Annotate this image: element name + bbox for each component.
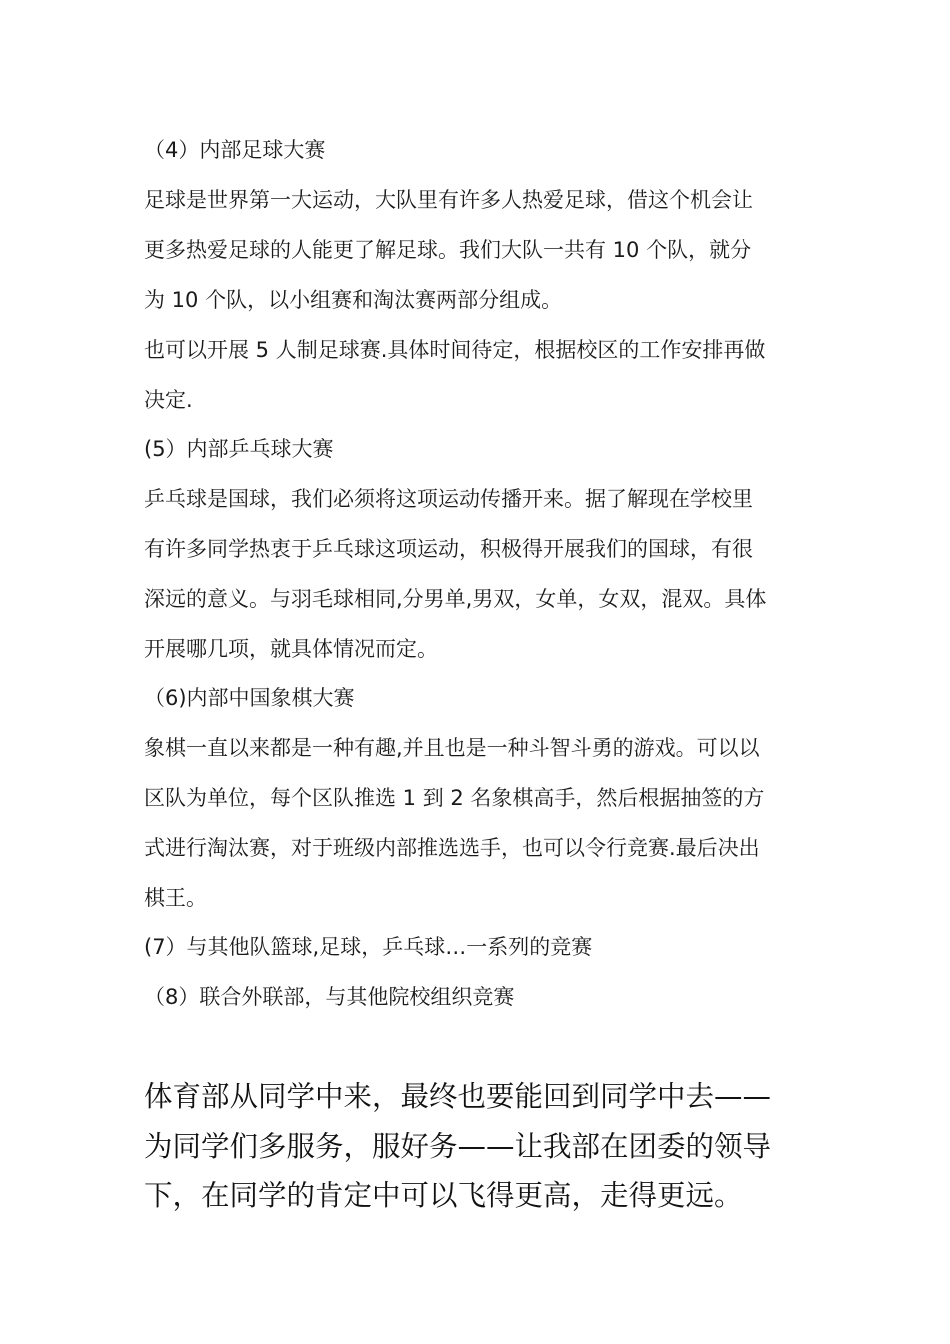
paragraph-line: 足球是世界第一大运动，大队里有许多人热爱足球，借这个机会让 (144, 188, 753, 212)
paragraph-line: 也可以开展 5 人制足球赛.具体时间待定，根据校区的工作安排再做 (144, 338, 766, 362)
closing-line: 下，在同学的肯定中可以飞得更高，走得更远。 (144, 1179, 743, 1212)
section-heading-5: (5）内部乒乓球大赛 (144, 437, 334, 461)
paragraph-line: 为 10 个队，以小组赛和淘汰赛两部分组成。 (144, 288, 563, 312)
paragraph-line: 开展哪几项，就具体情况而定。 (144, 637, 438, 661)
section-heading-4: （4）内部足球大赛 (144, 138, 326, 162)
paragraph-line: 棋王。 (144, 886, 207, 910)
paragraph-line: 决定. (144, 388, 193, 412)
paragraph-line: 式进行淘汰赛，对于班级内部推选选手，也可以令行竞赛.最后决出 (144, 836, 760, 860)
item-8: （8）联合外联部，与其他院校组织竞赛 (144, 985, 515, 1009)
paragraph-line: 深远的意义。与羽毛球相同,分男单,男双，女单，女双，混双。具体 (144, 587, 767, 611)
paragraph-line: 有许多同学热衷于乒乓球这项运动，积极得开展我们的国球，有很 (144, 537, 753, 561)
item-7: (7）与其他队篮球,足球，乒乓球…一系列的竞赛 (144, 935, 593, 959)
paragraph-line: 乒乓球是国球，我们必须将这项运动传播开来。据了解现在学校里 (144, 487, 753, 511)
paragraph-line: 更多热爱足球的人能更了解足球。我们大队一共有 10 个队，就分 (144, 238, 752, 262)
section-heading-6: （6)内部中国象棋大赛 (144, 686, 355, 710)
closing-line: 体育部从同学中来，最终也要能回到同学中去—— (144, 1080, 772, 1113)
closing-line: 为同学们多服务，服好务——让我部在团委的领导 (144, 1130, 772, 1163)
paragraph-line: 区队为单位，每个区队推选 1 到 2 名象棋高手，然后根据抽签的方 (144, 786, 765, 810)
paragraph-line: 象棋一直以来都是一种有趣,并且也是一种斗智斗勇的游戏。可以以 (144, 736, 760, 760)
